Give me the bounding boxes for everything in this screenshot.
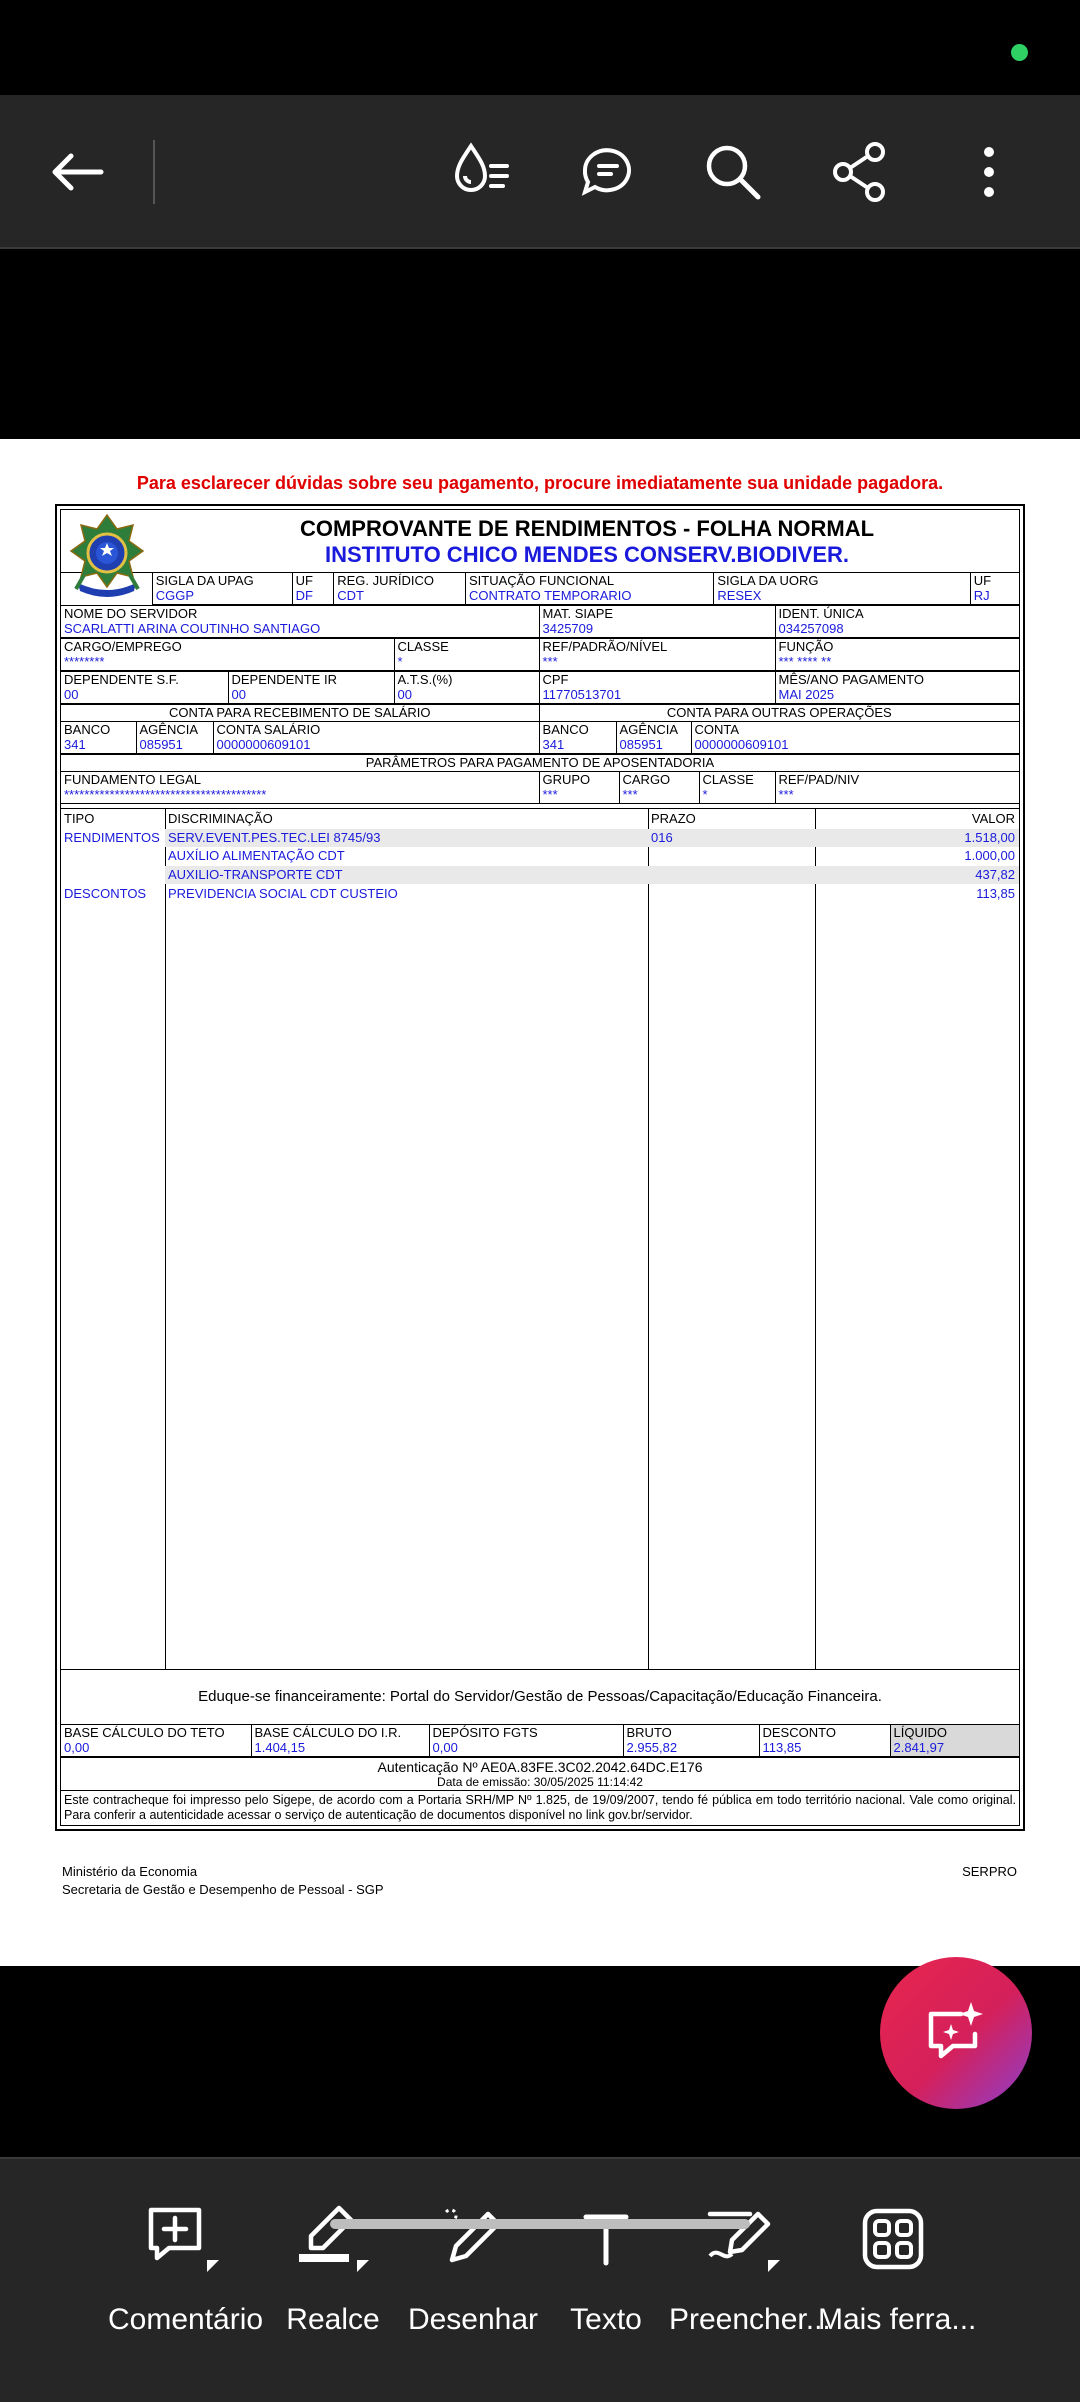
document-title: COMPROVANTE DE RENDIMENTOS - FOLHA NORMAL: [299, 516, 875, 541]
item-desc: AUXÍLIO ALIMENTAÇÃO CDT: [168, 848, 345, 863]
authentication-block: [61, 1757, 1019, 1790]
payslip-header: [61, 510, 1019, 573]
text-icon: [531, 2199, 681, 2279]
uf2-value: RJ: [973, 588, 990, 603]
ats-label: A.T.S.(%): [397, 672, 453, 687]
uf2-label: UF: [973, 573, 992, 588]
agencia-label: AGÊNCIA: [139, 722, 199, 737]
liquido-value: 2.841,97: [893, 1740, 945, 1755]
conta-table: [61, 704, 1019, 754]
auth-code: Autenticação Nº AE0A.83FE.3C02.2042.64DC.E176: [377, 1759, 703, 1775]
dep-ir-label: DEPENDENTE IR: [231, 672, 337, 687]
cpf-label: CPF: [542, 672, 569, 687]
cpf-value: 11770513701: [542, 687, 622, 702]
legal-text: Este contracheque foi impresso pelo Sigepe, de acordo com a Portaria SRH/MP Nº 1.825, de 19/09/2007, tendo fé pública em todo território nacional. Vale como original. Para conferir a autenticidade acessar o serviço de autenticação de documentos disponível no link gov.br/servidor.: [61, 1790, 1019, 1825]
classe-label: CLASSE: [397, 639, 449, 654]
footer-serpro: SERPRO: [962, 1864, 1017, 1879]
aposentadoria-table: [61, 754, 1019, 804]
brazil-coat-of-arms-icon: [64, 513, 150, 601]
dep-sf-label: DEPENDENTE S.F.: [64, 672, 179, 687]
totals-table: [61, 1725, 1019, 1757]
top-toolbar: [0, 95, 1080, 249]
privacy-indicator-dot: [1011, 44, 1028, 61]
document-margin: [0, 249, 1080, 439]
item-prazo: 016: [651, 830, 673, 845]
prazo-header: PRAZO: [651, 811, 696, 826]
item-desc: PREVIDENCIA SOCIAL CDT CUSTEIO: [168, 886, 398, 901]
comment-search-icon[interactable]: [572, 137, 642, 207]
conta-salario-label: CONTA SALÁRIO: [216, 722, 321, 737]
reg-juridico-value: CDT: [337, 588, 364, 603]
edu-note: Eduque-se financeiramente: Portal do Servidor/Gestão de Pessoas/Capacitação/Educação Financeira.: [61, 1670, 1019, 1725]
param-classe-value: *: [702, 787, 708, 802]
banco2-label: BANCO: [542, 722, 589, 737]
fgts-label: DEPÓSITO FGTS: [432, 1725, 538, 1740]
siape-value: 3425709: [542, 621, 594, 636]
banco2-value: 341: [542, 737, 565, 752]
ref-value: ***: [542, 654, 558, 669]
institution-name: INSTITUTO CHICO MENDES CONSERV.BIODIVER.: [324, 542, 849, 567]
nome-label: NOME DO SERVIDOR: [64, 606, 198, 621]
tool-comentario[interactable]: [108, 2199, 264, 2337]
param-header: PARÂMETROS PARA PAGAMENTO DE APOSENTADORIA: [61, 755, 1019, 772]
item-valor: 113,85: [976, 886, 1015, 901]
search-icon[interactable]: [698, 137, 768, 207]
param-classe-label: CLASSE: [702, 772, 754, 787]
dep-sf-value: 00: [64, 687, 79, 702]
cargo-label: CARGO/EMPREGO: [64, 639, 182, 654]
desconto-value: 113,85: [762, 1740, 802, 1755]
item-valor: 1.000,00: [964, 848, 1015, 863]
banco-label: BANCO: [64, 722, 111, 737]
cargo-value: ********: [64, 654, 105, 669]
grupo-value: ***: [542, 787, 558, 802]
item-desc: SERV.EVENT.PES.TEC.LEI 8745/93: [168, 830, 381, 845]
mes-ano-label: MÊS/ANO PAGAMENTO: [778, 672, 924, 687]
reg-juridico-label: REG. JURÍDICO: [337, 573, 434, 588]
banco-value: 341: [64, 737, 86, 752]
dependentes-table: [61, 671, 1019, 704]
payslip-document: [55, 504, 1025, 1831]
teto-label: BASE CÁLCULO DO TETO: [64, 1725, 225, 1740]
dep-ir-value: 00: [231, 687, 246, 702]
refpad-value: ***: [778, 787, 794, 802]
agencia2-value: 085951: [619, 737, 663, 752]
bottom-toolbar: [0, 2157, 1080, 2402]
sigla-uorg-value: RESEX: [717, 588, 762, 603]
funcao-label: FUNÇÃO: [778, 639, 834, 654]
footer-secretaria: Secretaria de Gestão e Desempenho de Pessoal - SGP: [62, 1882, 384, 1897]
emission-date: Data de emissão: 30/05/2025 11:14:42: [437, 1775, 643, 1789]
tool-label: Realce: [286, 2303, 380, 2336]
situacao-value: CONTRATO TEMPORARIO: [468, 588, 632, 603]
conta-salario-value: 0000000609101: [216, 737, 311, 752]
fundamento-label: FUNDAMENTO LEGAL: [64, 772, 202, 787]
bruto-label: BRUTO: [626, 1725, 672, 1740]
fill-sign-icon: [669, 2199, 819, 2279]
sigla-upag-label: SIGLA DA UPAG: [155, 573, 254, 588]
cargo-table: [61, 638, 1019, 671]
share-icon[interactable]: [826, 137, 896, 207]
param-cargo-label: CARGO: [622, 772, 671, 787]
item-desc: AUXILIO-TRANSPORTE CDT: [168, 867, 343, 882]
ident-label: IDENT. ÚNICA: [778, 606, 864, 621]
notice-text: Para esclarecer dúvidas sobre seu pagamento, procure imediatamente sua unidade pagadora.: [136, 473, 944, 493]
desconto-label: DESCONTO: [762, 1725, 836, 1740]
liquido-label: LÍQUIDO: [893, 1725, 947, 1740]
ident-value: 034257098: [778, 621, 844, 636]
col-divider: [648, 809, 649, 1669]
conta2-label: CONTA: [694, 722, 740, 737]
toolbar-divider: [153, 140, 155, 204]
draw-icon: [398, 2199, 548, 2279]
param-cargo-value: ***: [622, 787, 638, 802]
sigla-upag-value: CGGP: [155, 588, 195, 603]
funcao-value: *** **** **: [778, 654, 832, 669]
tool-label: Desenhar: [407, 2303, 539, 2336]
more-tools-icon: [818, 2199, 968, 2279]
servidor-table: [61, 605, 1019, 638]
ir-label: BASE CÁLCULO DO I.R.: [254, 1725, 402, 1740]
fgts-value: 0,00: [432, 1740, 458, 1755]
pdf-page[interactable]: [0, 439, 1080, 1966]
teto-value: 0,00: [64, 1740, 90, 1755]
table-row: [165, 866, 1019, 884]
col-divider: [815, 809, 816, 1669]
item-valor: 437,82: [975, 867, 1015, 882]
agencia-value: 085951: [139, 737, 183, 752]
conta-outras-header: CONTA PARA OUTRAS OPERAÇÕES: [539, 705, 1019, 722]
nome-value: SCARLATTI ARINA COUTINHO SANTIAGO: [64, 621, 321, 636]
uf-label: UF: [295, 573, 313, 588]
fundamento-value: ****************************************: [64, 787, 267, 802]
discriminacao-header: DISCRIMINAÇÃO: [168, 811, 273, 826]
sigla-uorg-label: SIGLA DA UORG: [717, 573, 819, 588]
ai-assistant-button[interactable]: [880, 1957, 1032, 2109]
tool-mais-ferramentas[interactable]: [818, 2199, 977, 2337]
bruto-value: 2.955,82: [626, 1740, 678, 1755]
back-arrow-icon[interactable]: [42, 137, 112, 207]
uf-value: DF: [295, 588, 313, 603]
conta-salario-header: CONTA PARA RECEBIMENTO DE SALÁRIO: [61, 705, 539, 722]
tipo-descontos: DESCONTOS: [64, 886, 147, 901]
table-row: [165, 885, 1019, 903]
siape-label: MAT. SIAPE: [542, 606, 614, 621]
table-row: [165, 847, 1019, 865]
footer-ministry: Ministério da Economia: [62, 1864, 198, 1879]
tool-label: Texto: [570, 2303, 642, 2336]
items-table: [61, 808, 1019, 1670]
highlight-icon: [258, 2199, 408, 2279]
liquid-mode-icon[interactable]: [446, 137, 516, 207]
tool-label: Mais ferra...: [818, 2303, 977, 2336]
ir-value: 1.404,15: [254, 1740, 306, 1755]
more-icon[interactable]: [954, 137, 1024, 207]
agencia2-label: AGÊNCIA: [619, 722, 679, 737]
grupo-label: GRUPO: [542, 772, 591, 787]
col-divider: [165, 809, 166, 1669]
valor-header: VALOR: [971, 811, 1015, 826]
status-bar: [0, 0, 1080, 95]
conta2-value: 0000000609101: [694, 737, 789, 752]
home-indicator[interactable]: [330, 2219, 750, 2229]
item-valor: 1.518,00: [964, 830, 1015, 845]
tipo-header: TIPO: [64, 811, 95, 826]
comment-add-icon: [108, 2199, 258, 2279]
ai-chat-sparkle-icon: [921, 1998, 991, 2068]
document-footer: [62, 1863, 1017, 1899]
ats-value: 00: [397, 687, 412, 702]
tool-label: Preencher...: [669, 2303, 831, 2336]
tipo-rendimentos: RENDIMENTOS: [64, 830, 160, 845]
ref-label: REF/PADRÃO/NÍVEL: [542, 639, 668, 654]
mes-ano-value: MAI 2025: [778, 687, 835, 702]
refpad-label: REF/PAD/NIV: [778, 772, 860, 787]
table-row: [165, 829, 1019, 847]
classe-value: *: [397, 654, 403, 669]
tool-label: Comentário: [108, 2303, 264, 2336]
situacao-label: SITUAÇÃO FUNCIONAL: [468, 573, 615, 588]
org-info-table: [61, 573, 1019, 605]
